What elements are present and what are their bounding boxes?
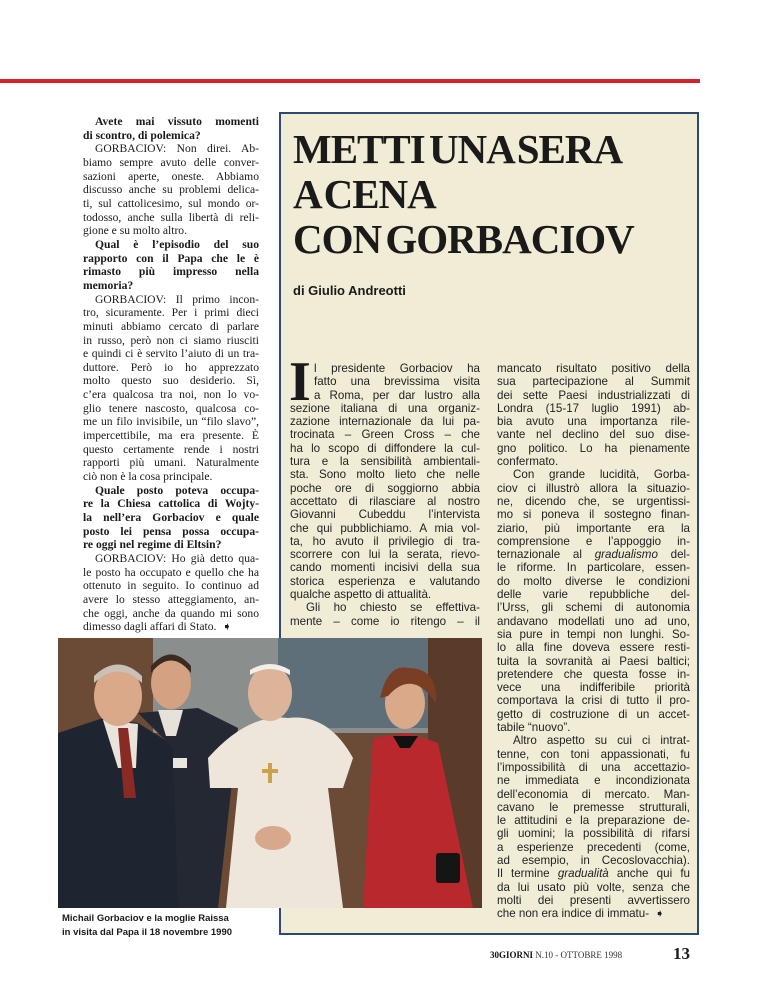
text-line: GORBACIOV: Non direi. Ab- — [95, 142, 259, 156]
text-line: tuita la sovranità ai Paesi baltici; — [497, 654, 690, 668]
text-line: le riforme. In particolare, essen- — [497, 561, 690, 575]
text-line: lo alla fine doveva essere resti- — [497, 641, 690, 655]
title-line: CON GORBACIOV — [293, 216, 634, 262]
drop-cap: I — [289, 351, 311, 413]
caption-line: in visita dal Papa il 18 novembre 1990 — [62, 927, 233, 938]
text-line: le posto ha occupato e quello che ha — [83, 565, 259, 579]
text-line: cavano le premesse strutturali, — [497, 800, 690, 814]
interview-column — [83, 115, 259, 634]
text-line: l presidente Gorbaciov ha — [314, 362, 480, 375]
text-line: a esperienze precedenti (come, — [497, 840, 690, 854]
text-line: mente – come io ritengo – il — [290, 614, 480, 628]
text-line: e quindi ci è servito l’aiuto di un tra- — [83, 347, 259, 361]
article-column-2 — [497, 362, 690, 920]
article-title — [293, 127, 634, 262]
question-line: re la Chiesa cattolica di Wojty- — [83, 497, 259, 511]
title-line: METTI UNA SERA — [293, 126, 623, 172]
caption-line: Michail Gorbaciov e la moglie Raissa — [62, 913, 229, 924]
text-line: poche ore di soggiorno abbia — [290, 481, 480, 495]
text-line: a Roma, per dar lustro alla — [314, 388, 480, 402]
text-line: sia pure in tempi non lunghi. So- — [497, 627, 690, 641]
text-line: getto di costruzione di un accet- — [497, 707, 690, 721]
text-line: sazioni aperte, oneste. Abbiamo — [83, 169, 259, 183]
text-line: glio tenere nascosto, qualcosa co- — [83, 401, 259, 415]
text-line: GORBACIOV: Ho già detto qua- — [95, 552, 259, 565]
issue-info: N.10 - OTTOBRE 1998 — [535, 950, 623, 960]
magazine-name: 30GIORNI — [490, 950, 534, 960]
text-line: rapporti più umani. Naturalmente — [83, 456, 259, 470]
header-rule — [0, 79, 700, 83]
text-line: dimesso dagli affari di Stato. ➧ — [83, 620, 232, 634]
question-line: la nell’era Gorbaciov e quale — [83, 511, 259, 525]
text-line: GORBACIOV: Il primo incon- — [95, 292, 259, 306]
text-line: avere lo stesso atteggiamento, an- — [83, 592, 259, 606]
text-line: ad esempio, in Cecoslovacchia). — [497, 853, 690, 867]
text-line: impercettibile, ma era presente. È — [83, 429, 259, 443]
continue-arrow-icon: ➧ — [222, 620, 232, 634]
question-line: Avete mai vissuto momenti — [95, 115, 259, 128]
text-line: Il termine gradualità anche qui fu — [497, 867, 690, 881]
photo-caption — [62, 912, 232, 940]
text-line: che qui pubblichiamo. A mia vol- — [290, 521, 480, 535]
text-line: dei sette Paesi industrializzati di — [497, 388, 690, 402]
text-line: c’era qualcosa tra noi, non lo vo- — [83, 388, 259, 402]
title-line: A CENA — [293, 171, 436, 217]
text-line: mo si poneva il sostegno finan- — [497, 508, 690, 522]
text-line: vante nel declino del suo dise- — [497, 428, 690, 442]
text-line: minuti abbiamo cercato di parlare — [83, 319, 259, 333]
photo-gorbaciov-pope — [58, 638, 482, 908]
byline: di Giulio Andreotti — [293, 283, 406, 298]
text-line: vece una indifferibile priorità — [497, 681, 690, 695]
text-line: comportava la crisi di tutto il pro- — [497, 694, 690, 708]
text-line: scorrere con lui la serata, rievo- — [290, 548, 480, 562]
question-line: rapporto con il Papa che le è — [83, 251, 259, 265]
text-line: Gli ho chiesto se effettiva- — [306, 601, 480, 615]
question-line: re oggi nel regime di Eltsin? — [83, 538, 222, 552]
text-line: mancato risultato positivo della — [497, 362, 690, 375]
text-line: ziario, più importante era la — [497, 521, 690, 535]
text-line: l’impossibilità di una accettazio- — [497, 760, 690, 774]
question-line: posto lei pensa possa occupa- — [83, 524, 259, 538]
text-line: todosso, anche sulla libertà di reli- — [83, 210, 259, 224]
text-line: da lui usato più volte, senza che — [497, 880, 690, 894]
question-line: Qual è l’episodio del suo — [95, 237, 259, 251]
text-line: andavano modellati uno ad uno, — [497, 614, 690, 628]
text-line: ti, sul cattolicesimo, sul mondo or- — [83, 196, 259, 210]
text-line: tro, sicuramente. Per i primi dieci — [83, 306, 259, 320]
text-line: ne immediata e incondizionata — [497, 774, 690, 788]
text-line: do molto diverse le condizioni — [497, 574, 690, 588]
text-line: l’Urss, gli schemi di autonomia — [497, 601, 690, 615]
text-line: delle varie repubbliche del- — [497, 588, 690, 602]
text-line: gno politico. Lo ha pienamente — [497, 441, 690, 455]
text-line: ta, ho avuto il privilegio di tra- — [290, 534, 480, 548]
text-line: fatto una brevissima visita — [314, 375, 480, 389]
text-line: ciov ci illustrò allora la situazio- — [497, 481, 690, 495]
text-line: Con grande lucidità, Gorba- — [513, 468, 690, 482]
text-line: qualche aspetto di attualità. — [290, 588, 432, 602]
text-line: tenne, con toni appassionati, fu — [497, 747, 690, 761]
text-line: confermato. — [497, 455, 559, 469]
text-line: ne, dicendo che, se urgentissi- — [497, 494, 690, 508]
text-line: ciò non è la cosa principale. — [83, 470, 213, 484]
text-line: zazione internazionale da lui pa- — [290, 415, 480, 429]
emphasis: gradualità — [557, 867, 609, 881]
text-line: me un filo invisibile, un “filo slavo”, — [83, 415, 259, 429]
continue-arrow-icon: ➧ — [655, 907, 665, 921]
text-line: sua partecipazione al Summit — [497, 375, 690, 389]
text-line: bia avuto una importanza rile- — [497, 415, 690, 429]
text-line: gli uomini; la possibilità di rifarsi — [497, 827, 690, 841]
text-line: trocinata – Green Cross – che — [290, 428, 480, 442]
text-line: sta. Sono molto lieto che nelle — [290, 468, 480, 482]
text-line: cando momenti incisivi della sua — [290, 561, 480, 575]
text-line: Giovanni Cubeddu l’intervista — [290, 508, 480, 522]
text-line: discusso anche su problemi delica- — [83, 183, 259, 197]
text-line: tura e la sensibilità ambientali- — [290, 455, 480, 469]
text-line: storica esperienza e valutando — [290, 574, 480, 588]
text-line: ottenuto in seguito. Io continuo ad — [83, 579, 259, 593]
text-line: in russo, però non ci siamo riusciti — [83, 333, 259, 347]
text-line: questo certamente rende i nostri — [83, 442, 259, 456]
question-line: memoria? — [83, 278, 134, 292]
question-line: Quale posto poteva occupa- — [95, 483, 259, 497]
text-line: molti dei presenti avvertissero — [497, 893, 690, 907]
text-line: dell’economia di mercato. Man- — [497, 787, 690, 801]
text-line: che non era indice di immatu- ➧ — [497, 907, 665, 921]
article-column-1 — [290, 362, 480, 628]
text-line: ternazionale al gradualismo del- — [497, 548, 690, 562]
text-line: che oggi, anche da quando mi sono — [83, 606, 259, 620]
text-line: biamo sempre avuto delle conver- — [83, 155, 259, 169]
page-number: 13 — [673, 944, 690, 963]
text-line: ha lo scopo di diffondere la cul- — [290, 441, 480, 455]
text-line: Altro aspetto su cui ci intrat- — [513, 734, 690, 748]
text-line: tabile “nuovo”. — [497, 721, 571, 735]
text-line: pretendere che questa fosse in- — [497, 667, 690, 681]
text-line: gione e su molto altro. — [83, 224, 188, 238]
text-line: accettato di rilasciare al nostro — [290, 494, 480, 508]
text-line: Londra (15-17 luglio 1991) ab- — [497, 401, 690, 415]
text-line: le attitudini e la preparazione de- — [497, 814, 690, 828]
question-line: di scontro, di polemica? — [83, 128, 201, 142]
text-line: molto questo suo desiderio. Sì, — [83, 374, 259, 388]
question-line: rimasto più impresso nella — [83, 265, 259, 279]
text-line: duttore. Però io ho apprezzato — [83, 360, 259, 374]
text-line: sezione italiana di una organiz- — [290, 401, 480, 415]
footer-issue — [490, 950, 622, 960]
emphasis: gradualismo — [594, 548, 658, 562]
text-line: comprensione e l’appoggio in- — [497, 534, 690, 548]
